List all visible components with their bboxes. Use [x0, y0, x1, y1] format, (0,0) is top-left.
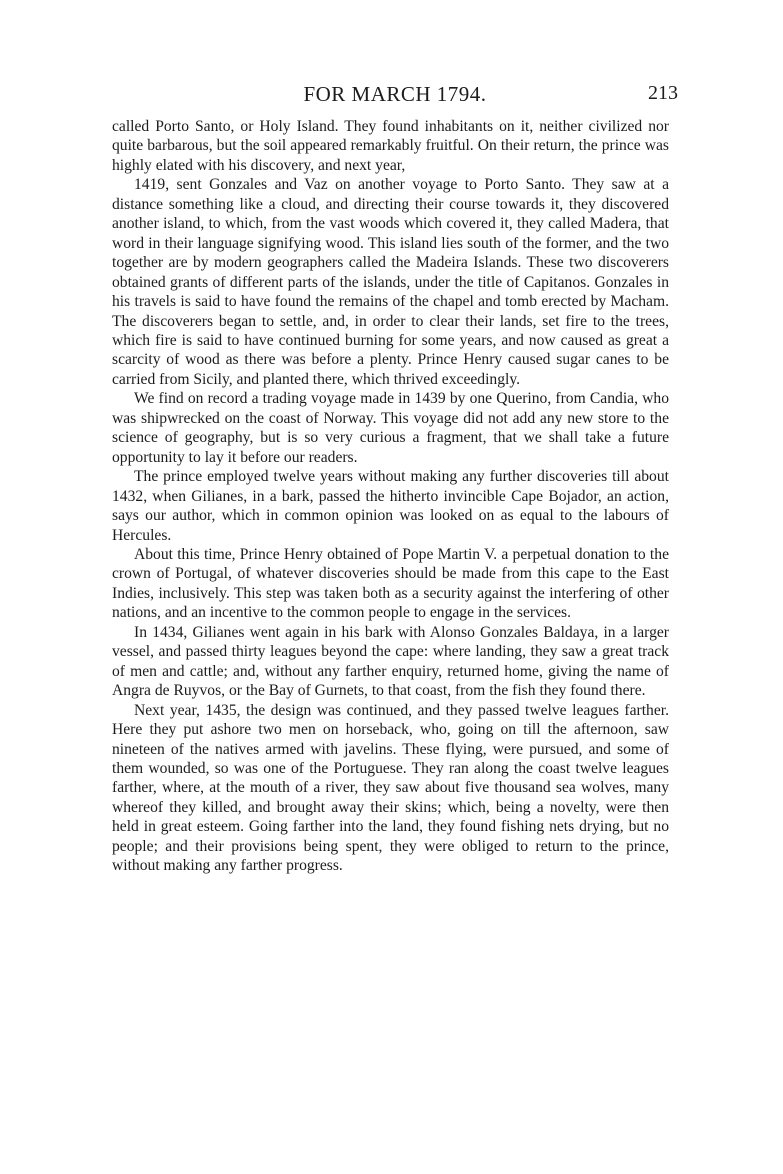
page-header: [112, 82, 678, 110]
paragraph: The prince employed twelve years without making any further discoveries till about 1432, when Gilianes, in a bark, passed the hitherto invincible Cape Bojador, an action, says our author, which in common opinion was looked on as equal to the labours of Hercules.: [112, 468, 669, 544]
paragraph: Next year, 1435, the design was continued, and they passed twelve leagues farther. Here they put ashore two men on horseback, who, going on till the afternoon, saw nineteen of the natives armed with javelins. These flying, were pursued, and some of them wounded, so was one of the Portuguese. They ran along the coast twelve leagues farther, where, at the mouth of a river, they saw about five thousand sea wolves, many whereof they killed, and brought away their skins; which, being a novelty, were then held in great esteem. Going farther into the land, they found fishing nets drying, but no people; and their provisions being spent, they were obliged to return to the prince, without making any farther progress.: [112, 701, 669, 875]
page-number: 213: [648, 82, 678, 104]
paragraph: In 1434, Gilianes went again in his bark with Alonso Gonzales Baldaya, in a larger vessel, and passed thirty leagues beyond the cape: where landing, they saw a great track of men and cattle; and, without any farther enquiry, returned home, giving the name of Angra de Ruyvos, or the Bay of Gurnets, to that coast, from the fish they found there.: [112, 623, 669, 700]
body-text: [112, 117, 669, 876]
paragraph: 1419, sent Gonzales and Vaz on another voyage to Porto Santo. They saw at a distance something like a cloud, and directing their course towards it, they discovered another island, to which, from the vast woods which covered it, they called Madera, that word in their language signifying wood. This island lies south of the former, and the two together are by modern geographers called the Madeira Islands. These two discoverers obtained grants of different parts of the islands, under the title of Capitanos. Gonzales in his travels is said to have found the remains of the chapel and tomb erected by Macham. The discoverers began to settle, and, in order to clear their lands, set fire to the trees, which fire is said to have continued burning for some years, and now caused as great a scarcity of wood as there was before a plenty. Prince Henry caused sugar canes to be carried from Sicily, and planted there, which thrived exceedingly.: [112, 176, 669, 388]
paragraph: About this time, Prince Henry obtained of Pope Martin V. a perpetual donation to the crown of Portugal, of whatever discoveries should be made from this cape to the East Indies, inclusively. This step was taken both as a security against the interfering of other nations, and an incentive to the common people to engage in the services.: [112, 545, 669, 622]
running-head: FOR MARCH 1794.: [303, 82, 487, 106]
paragraph: We find on record a trading voyage made in 1439 by one Querino, from Candia, who was shipwrecked on the coast of Norway. This voyage did not add any new store to the science of geography, but is so very curious a fragment, that we shall take a future opportunity to lay it before our readers.: [112, 390, 669, 466]
paragraph: called Porto Santo, or Holy Island. They found inhabitants on it, neither civilized nor quite barbarous, but the soil appeared remarkably fruitful. On their return, the prince was highly elated with his discovery, and next year,: [112, 118, 669, 174]
